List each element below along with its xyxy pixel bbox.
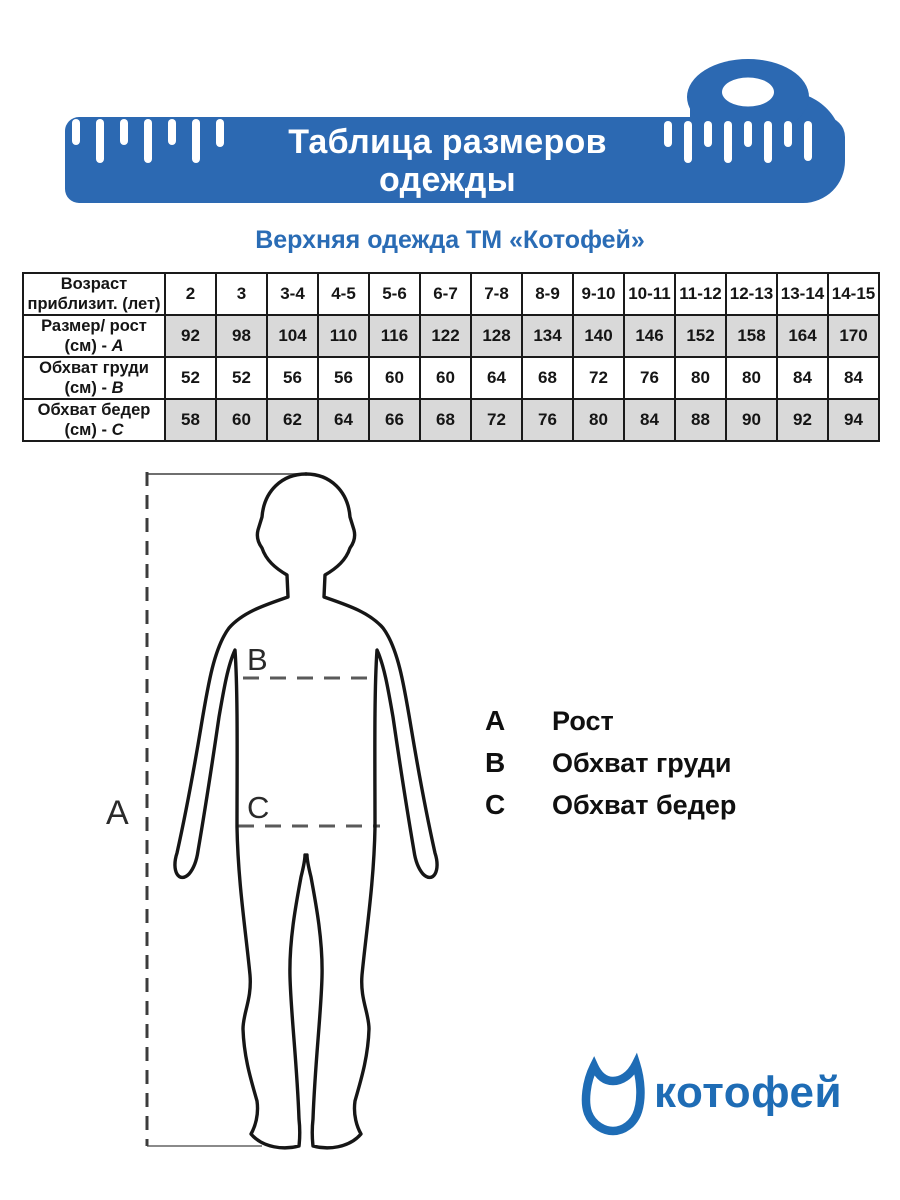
size-cell: 72 [471,399,522,441]
size-cell: 6-7 [420,273,471,315]
legend-text: Обхват груди [552,747,732,778]
size-cell: 3-4 [267,273,318,315]
page-title-line1: Таблица размеров [288,123,607,161]
size-cell: 60 [369,357,420,399]
size-cell: 9-10 [573,273,624,315]
size-cell: 13-14 [777,273,828,315]
size-cell: 128 [471,315,522,357]
row-label-age [23,273,165,315]
size-cell: 84 [828,357,879,399]
size-cell: 76 [522,399,573,441]
legend-item [485,700,736,742]
legend-letter: B [485,747,506,778]
size-cell: 14-15 [828,273,879,315]
legend-text: Рост [552,705,614,736]
size-table [22,272,880,442]
row-label-chest [23,357,165,399]
size-cell: 10-11 [624,273,675,315]
size-cell: 52 [165,357,216,399]
legend-letter: C [485,789,506,820]
legend-letter: A [485,705,506,736]
row-label-height [23,315,165,357]
size-cell: 64 [471,357,522,399]
page-title [65,123,830,199]
size-cell: 56 [318,357,369,399]
size-cell: 5-6 [369,273,420,315]
size-cell: 56 [267,357,318,399]
body-outline [175,474,437,1148]
size-cell: 90 [726,399,777,441]
size-cell: 116 [369,315,420,357]
size-cell: 2 [165,273,216,315]
row-label-hips [23,399,165,441]
row-label-line2: (см) - B [64,379,124,397]
page-title-line2: одежды [379,161,516,199]
legend-item [485,784,736,826]
size-cell: 140 [573,315,624,357]
table-row-height [23,315,879,357]
size-cell: 84 [624,399,675,441]
size-cell: 152 [675,315,726,357]
size-cell: 52 [216,357,267,399]
size-cell: 68 [420,399,471,441]
size-cell: 80 [726,357,777,399]
size-cell: 110 [318,315,369,357]
size-cell: 72 [573,357,624,399]
size-cell: 66 [369,399,420,441]
size-cell: 11-12 [675,273,726,315]
size-cell: 12-13 [726,273,777,315]
size-cell: 92 [777,399,828,441]
tape-roll-hole [722,78,774,107]
size-cell: 3 [216,273,267,315]
subtitle: Верхняя одежда ТМ «Котофей» [255,226,645,254]
size-cell: 164 [777,315,828,357]
row-label-line2: приблизит. (лет) [27,295,161,313]
size-cell: 76 [624,357,675,399]
body-diagram [90,455,470,1170]
cat-icon [578,1052,648,1136]
size-cell: 134 [522,315,573,357]
size-cell: 60 [216,399,267,441]
size-cell: 8-9 [522,273,573,315]
size-cell: 170 [828,315,879,357]
size-cell: 104 [267,315,318,357]
legend-item [485,742,736,784]
size-cell: 84 [777,357,828,399]
diagram-label-b: B [247,642,268,677]
size-cell: 64 [318,399,369,441]
row-label-line2: (см) - C [64,421,124,439]
size-cell: 92 [165,315,216,357]
row-label-line1: Размер/ рост [41,317,147,335]
diagram-label-a: A [106,794,129,832]
size-cell: 58 [165,399,216,441]
size-cell: 7-8 [471,273,522,315]
size-cell: 98 [216,315,267,357]
size-cell: 158 [726,315,777,357]
row-label-line1: Возраст [60,275,128,293]
table-row-age [23,273,879,315]
legend-text: Обхват бедер [552,789,737,820]
size-cell: 68 [522,357,573,399]
size-cell: 62 [267,399,318,441]
size-cell: 146 [624,315,675,357]
diagram-label-c: C [247,790,270,825]
row-label-line1: Обхват бедер [37,401,151,419]
size-cell: 122 [420,315,471,357]
size-cell: 94 [828,399,879,441]
size-cell: 80 [573,399,624,441]
row-label-line1: Обхват груди [39,359,149,377]
measurement-legend [485,700,736,826]
row-label-line2: (см) - A [64,337,124,355]
table-row-hips [23,399,879,441]
table-row-chest [23,357,879,399]
size-cell: 60 [420,357,471,399]
brand-name: котофей [654,1068,843,1117]
size-cell: 80 [675,357,726,399]
size-cell: 88 [675,399,726,441]
size-cell: 4-5 [318,273,369,315]
